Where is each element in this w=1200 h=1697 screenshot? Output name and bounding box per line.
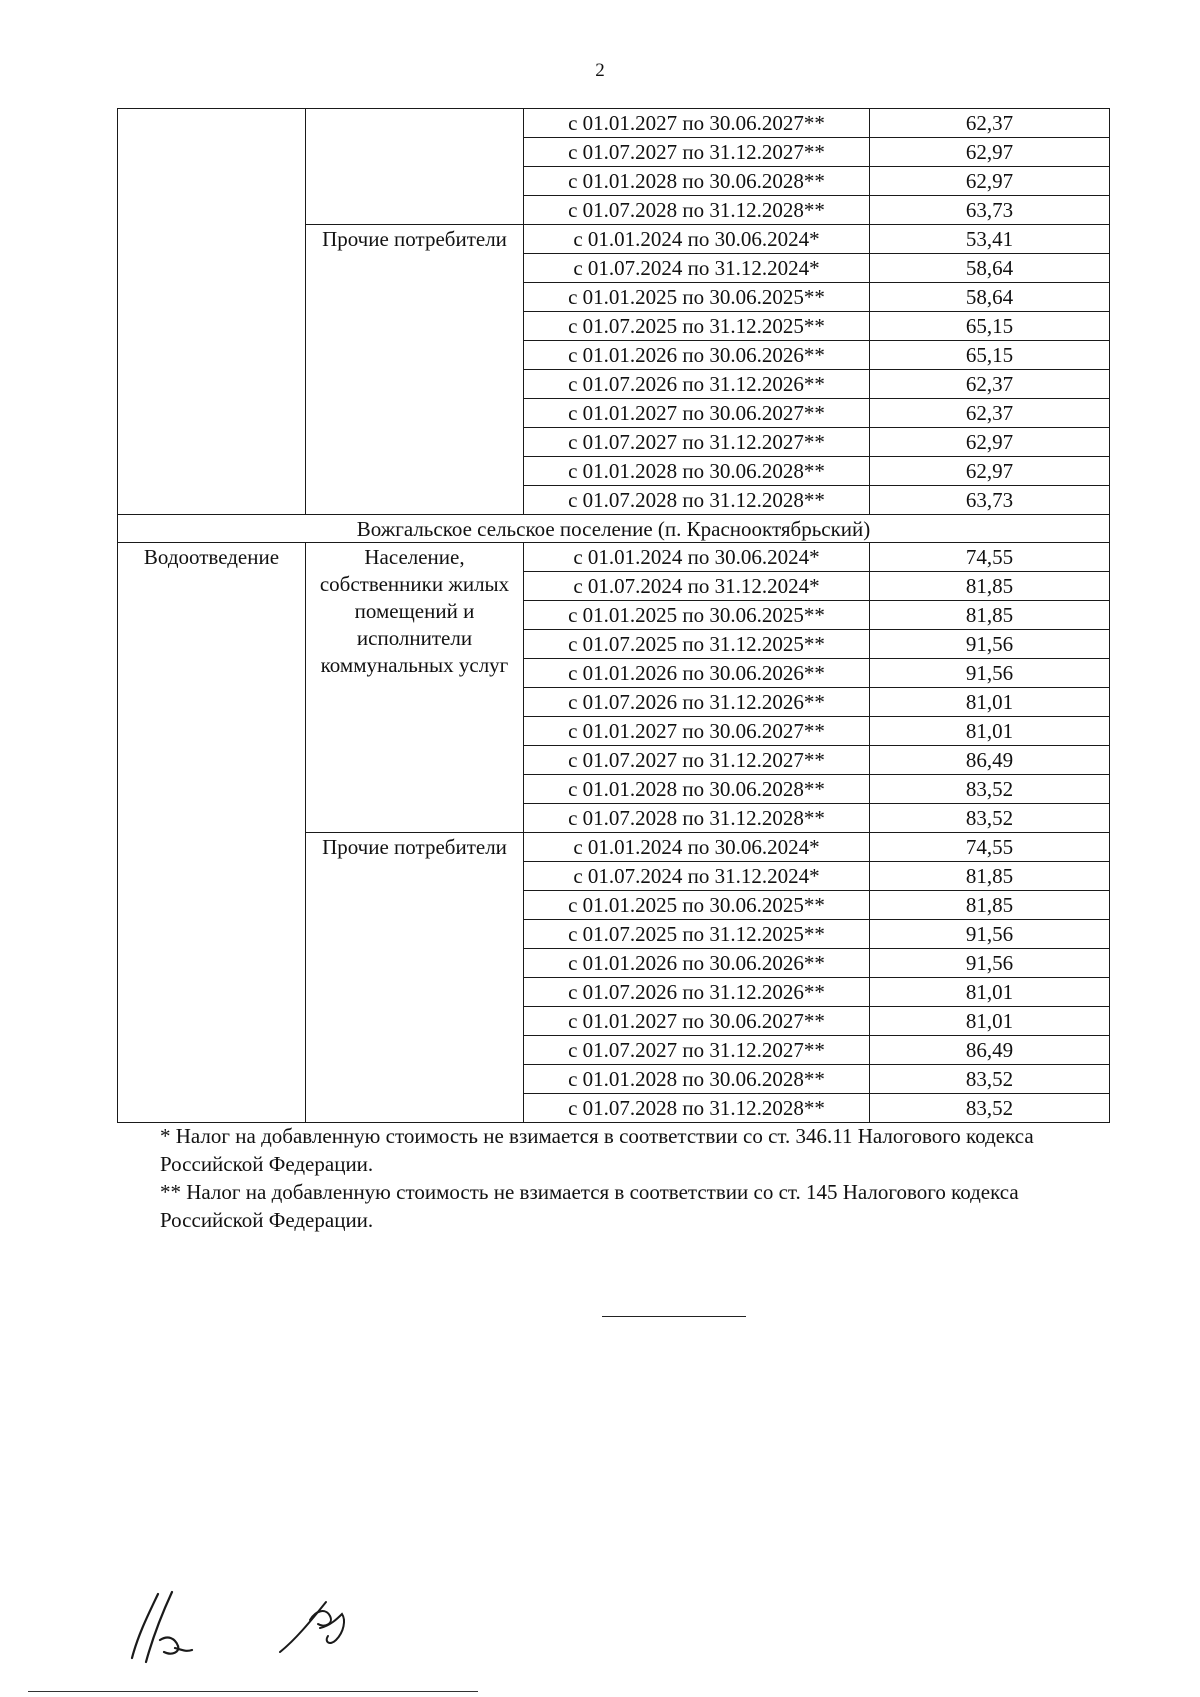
period-cell: с 01.01.2026 по 30.06.2026** — [524, 341, 870, 370]
period-cell: с 01.01.2027 по 30.06.2027** — [524, 1007, 870, 1036]
value-cell: 62,37 — [870, 399, 1110, 428]
value-cell: 91,56 — [870, 659, 1110, 688]
period-cell: с 01.07.2024 по 31.12.2024* — [524, 862, 870, 891]
value-cell: 86,49 — [870, 1036, 1110, 1065]
period-cell: с 01.07.2027 по 31.12.2027** — [524, 1036, 870, 1065]
value-cell: 62,97 — [870, 167, 1110, 196]
page-number: 2 — [595, 60, 605, 81]
value-cell: 81,01 — [870, 1007, 1110, 1036]
value-cell: 63,73 — [870, 486, 1110, 515]
period-cell: с 01.07.2026 по 31.12.2026** — [524, 370, 870, 399]
period-cell: с 01.01.2027 по 30.06.2027** — [524, 717, 870, 746]
period-cell: с 01.01.2028 по 30.06.2028** — [524, 457, 870, 486]
consumer-cell: Население, собственники жилых помещений и исполнители коммунальных услуг — [306, 543, 524, 833]
tariff-table — [117, 108, 1110, 1123]
value-cell: 83,52 — [870, 1065, 1110, 1094]
value-cell: 74,55 — [870, 543, 1110, 572]
value-cell: 83,52 — [870, 1094, 1110, 1123]
value-cell: 65,15 — [870, 312, 1110, 341]
period-cell: с 01.01.2024 по 30.06.2024* — [524, 833, 870, 862]
period-cell: с 01.07.2026 по 31.12.2026** — [524, 978, 870, 1007]
value-cell: 91,56 — [870, 949, 1110, 978]
value-cell: 62,37 — [870, 109, 1110, 138]
footnote-vat-346: * Налог на добавленную стоимость не взимается в соответствии со ст. 346.11 Налогового кодекса Российской Федерации. — [160, 1124, 1034, 1176]
period-cell: с 01.07.2028 по 31.12.2028** — [524, 486, 870, 515]
value-cell: 81,85 — [870, 891, 1110, 920]
value-cell: 53,41 — [870, 225, 1110, 254]
footnote-vat-145: ** Налог на добавленную стоимость не взимается в соответствии со ст. 145 Налогового кодекса Российской Федерации. — [160, 1180, 1019, 1232]
period-cell: с 01.07.2025 по 31.12.2025** — [524, 312, 870, 341]
period-cell: с 01.07.2024 по 31.12.2024* — [524, 254, 870, 283]
section-row — [118, 515, 1110, 543]
period-cell: с 01.01.2025 по 30.06.2025** — [524, 283, 870, 312]
table-row — [118, 543, 1110, 572]
value-cell: 81,85 — [870, 862, 1110, 891]
period-cell: с 01.07.2027 по 31.12.2027** — [524, 428, 870, 457]
value-cell: 62,37 — [870, 370, 1110, 399]
table-row — [118, 109, 1110, 138]
period-cell: с 01.01.2024 по 30.06.2024* — [524, 543, 870, 572]
value-cell: 81,85 — [870, 572, 1110, 601]
period-cell: с 01.07.2024 по 31.12.2024* — [524, 572, 870, 601]
period-cell: с 01.07.2027 по 31.12.2027** — [524, 746, 870, 775]
bottom-rule — [28, 1691, 478, 1692]
period-cell: с 01.07.2028 по 31.12.2028** — [524, 804, 870, 833]
period-cell: с 01.07.2026 по 31.12.2026** — [524, 688, 870, 717]
signatures — [120, 1580, 420, 1670]
consumer-cell: Прочие потребители — [306, 225, 524, 515]
period-cell: с 01.01.2025 по 30.06.2025** — [524, 891, 870, 920]
period-cell: с 01.01.2028 по 30.06.2028** — [524, 775, 870, 804]
period-cell: с 01.07.2027 по 31.12.2027** — [524, 138, 870, 167]
service-cell: Водоотведение — [118, 543, 306, 1123]
value-cell: 81,01 — [870, 688, 1110, 717]
value-cell: 86,49 — [870, 746, 1110, 775]
value-cell: 62,97 — [870, 138, 1110, 167]
value-cell: 81,01 — [870, 717, 1110, 746]
value-cell: 81,85 — [870, 601, 1110, 630]
period-cell: с 01.01.2027 по 30.06.2027** — [524, 399, 870, 428]
footnotes — [160, 1122, 1110, 1234]
period-cell: с 01.01.2025 по 30.06.2025** — [524, 601, 870, 630]
period-cell: с 01.01.2024 по 30.06.2024* — [524, 225, 870, 254]
value-cell: 62,97 — [870, 428, 1110, 457]
consumer-cell: Прочие потребители — [306, 833, 524, 1123]
value-cell: 65,15 — [870, 341, 1110, 370]
value-cell: 91,56 — [870, 920, 1110, 949]
period-cell: с 01.01.2026 по 30.06.2026** — [524, 659, 870, 688]
period-cell: с 01.01.2028 по 30.06.2028** — [524, 167, 870, 196]
period-cell: с 01.01.2027 по 30.06.2027** — [524, 109, 870, 138]
value-cell: 62,97 — [870, 457, 1110, 486]
period-cell: с 01.07.2028 по 31.12.2028** — [524, 196, 870, 225]
value-cell: 83,52 — [870, 804, 1110, 833]
value-cell: 81,01 — [870, 978, 1110, 1007]
period-cell: с 01.07.2028 по 31.12.2028** — [524, 1094, 870, 1123]
value-cell: 58,64 — [870, 283, 1110, 312]
signature-1 — [132, 1592, 192, 1662]
consumer-cell-continued — [306, 109, 524, 225]
service-cell-continued — [118, 109, 306, 515]
end-of-document-rule — [602, 1316, 746, 1317]
signature-2 — [280, 1602, 344, 1652]
value-cell: 58,64 — [870, 254, 1110, 283]
value-cell: 74,55 — [870, 833, 1110, 862]
period-cell: с 01.07.2025 по 31.12.2025** — [524, 630, 870, 659]
section-title: Вожгальское сельское поселение (п. Краснооктябрьский) — [118, 515, 1110, 543]
period-cell: с 01.07.2025 по 31.12.2025** — [524, 920, 870, 949]
value-cell: 83,52 — [870, 775, 1110, 804]
value-cell: 91,56 — [870, 630, 1110, 659]
value-cell: 63,73 — [870, 196, 1110, 225]
period-cell: с 01.01.2026 по 30.06.2026** — [524, 949, 870, 978]
period-cell: с 01.01.2028 по 30.06.2028** — [524, 1065, 870, 1094]
